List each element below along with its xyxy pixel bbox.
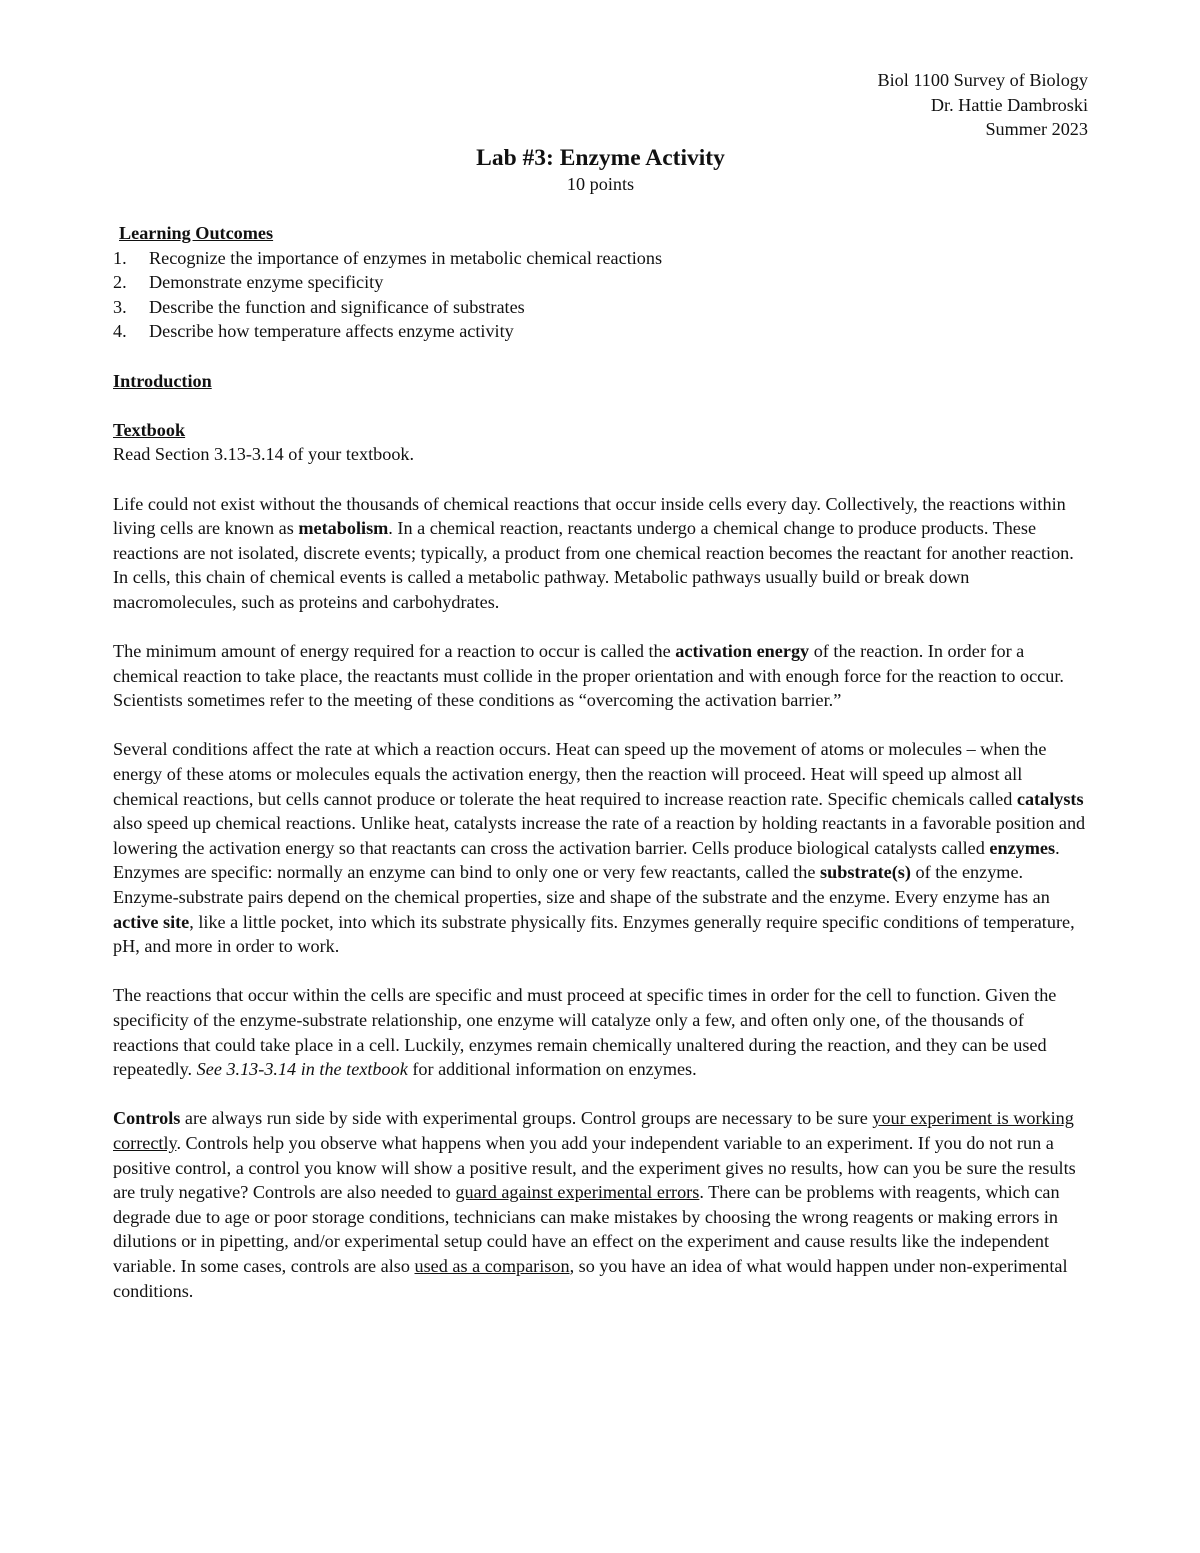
paragraph-metabolism: Life could not exist without the thousands of chemical reactions that occur inside cells every day. Collectively, the reactions within living cells are known as metabolism. In a chemical reaction, reactants undergo a chemical change to produce products. These reactions are not isolated, discrete events; typically, a product from one chemical reaction becomes the reactant for another reaction. In cells, this chain of chemical events is called a metabolic pathway. Metabolic pathways usually build or break down macromolecules, such as proteins and carbohydrates.: [113, 493, 1074, 612]
term-activation-energy: activation energy: [675, 641, 810, 662]
emphasis-experimental-errors: guard against experimental errors: [455, 1182, 700, 1203]
term-catalysts: catalysts: [1016, 788, 1084, 809]
emphasis-comparison: used as a comparison: [414, 1255, 570, 1276]
term-substrates: substrate(s): [820, 862, 911, 883]
paragraph-activation-energy: The minimum amount of energy required for a reaction to occur is called the activation energy of the reaction. In order for a chemical reaction to take place, the reactants must collide in the proper orientation and with enough force for the reaction to occur. Scientists sometimes refer to the meeting of these conditions as “overcoming the activation barrier.”: [113, 641, 1064, 711]
course-name: Biol 1100 Survey of Biology: [877, 70, 1088, 90]
learning-outcomes-list: [113, 246, 1088, 344]
list-text: Describe how temperature affects enzyme activity: [149, 321, 514, 342]
textbook-reading: Read Section 3.13-3.14 of your textbook.: [113, 444, 415, 465]
list-number: 1.: [113, 247, 127, 268]
list-number: 4.: [113, 321, 127, 342]
document-header: [113, 68, 1088, 142]
term: Summer 2023: [985, 119, 1088, 140]
instructor-name: Dr. Hattie Dambroski: [930, 94, 1088, 115]
term-enzymes: enzymes: [989, 837, 1056, 858]
list-item: [113, 270, 1088, 295]
paragraph-specificity: The reactions that occur within the cells are specific and must proceed at specific times in order for the cell to function. Given the specificity of the enzyme-substrate relationship, one enzyme will catalyze only a few, and often only one, of the thousands of reactions that could take place in a cell. Luckily, enzymes remain chemically unaltered during the reaction, and they can be used repeatedly. See 3.13-3.14 in the textbook for additional information on enzymes.: [113, 985, 1057, 1080]
list-text: Recognize the importance of enzymes in metabolic chemical reactions: [149, 247, 663, 268]
textbook-heading: Textbook: [113, 419, 186, 440]
list-text: Describe the function and significance of substrates: [149, 296, 525, 317]
emphasis-working-correctly: your experiment is working correctly: [113, 1108, 1074, 1153]
term-metabolism: metabolism: [298, 518, 389, 539]
learning-outcomes-heading: Learning Outcomes: [119, 222, 274, 243]
list-number: 2.: [113, 272, 127, 293]
term-active-site: active site: [113, 911, 190, 932]
list-item: [113, 295, 1088, 320]
points-label: 10 points: [566, 173, 635, 194]
term-controls: Controls: [113, 1108, 181, 1129]
paragraph-controls: Controls are always run side by side with experimental groups. Control groups are necessary to be sure your experiment is working correctly. Controls help you observe what happens when you add your independent variable to an experiment. If you do not run a positive control, a control you know will show a positive result, and the experiment gives no results, how can you be sure the results are truly negative? Controls are also needed to guard against experimental errors. There can be problems with reagents, which can degrade due to age or poor storage conditions, technicians can make mistakes by choosing the wrong reagents or making errors in dilutions or in pipetting, and/or experimental setup could have an effect on the experiment and cause results like the independent variable. In some cases, controls are also used as a comparison, so you have an idea of what would happen under non-experimental conditions.: [113, 1108, 1076, 1301]
list-item: [113, 319, 1088, 344]
document-page: [113, 68, 1088, 1303]
list-item: [113, 246, 1088, 271]
list-text: Demonstrate enzyme specificity: [149, 272, 384, 293]
introduction-heading: Introduction: [113, 370, 212, 391]
textbook-reference: See 3.13-3.14 in the textbook: [196, 1059, 408, 1080]
page-title: Lab #3: Enzyme Activity: [476, 144, 725, 171]
paragraph-catalysts: Several conditions affect the rate at which a reaction occurs. Heat can speed up the movement of atoms or molecules – when the energy of these atoms or molecules equals the activation energy, then the reaction will proceed. Heat will speed up almost all chemical reactions, but cells cannot produce or tolerate the heat required to increase reaction rate. Specific chemicals called catalysts also speed up chemical reactions. Unlike heat, catalysts increase the rate of a reaction by holding reactants in a favorable position and lowering the activation energy so that reactants can cross the activation barrier. Cells produce biological catalysts called enzymes. Enzymes are specific: normally an enzyme can bind to only one or very few reactants, called the substrate(s) of the enzyme. Enzyme-substrate pairs depend on the chemical properties, size and shape of the substrate and the enzyme. Every enzyme has an active site, like a little pocket, into which its substrate physically fits. Enzymes generally require specific conditions of temperature, pH, and more in order to work.: [113, 739, 1086, 957]
list-number: 3.: [113, 296, 127, 317]
